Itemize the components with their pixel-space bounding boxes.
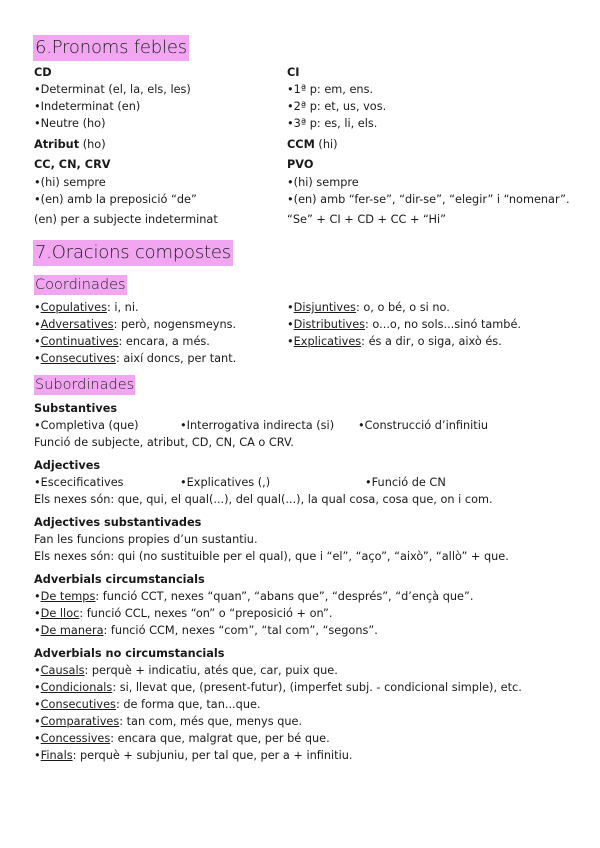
bullet: •: [34, 301, 41, 314]
advc-term: De temps: [40, 590, 96, 603]
coord-item: [34, 316, 236, 333]
cd-item: •Neutre (ho): [34, 117, 106, 130]
advnc-term: Condicionals: [40, 681, 113, 694]
advnc-rest: : perquè + subjuniu, per tal que, per a + infinitiu.: [72, 749, 353, 762]
coord-rest: : o...o, no sols...sinó també.: [365, 318, 522, 331]
advc-item: [34, 622, 378, 639]
substantives-title: Substantives: [34, 402, 118, 415]
coord-item: [34, 350, 236, 367]
bullet: •: [34, 335, 41, 348]
advc-rest: : funció CCM, nexes “com”, “tal com”, “segons”.: [103, 624, 378, 637]
substantives-col: •Completiva (que): [34, 419, 139, 432]
coord-term: Continuatives: [40, 335, 119, 348]
coord-item: [287, 316, 521, 333]
coord-term: Disjuntives: [293, 301, 356, 314]
coord-rest: : és a dir, o siga, això és.: [361, 335, 502, 348]
bullet: •: [34, 681, 41, 694]
coord-term: Copulatives: [40, 301, 107, 314]
advnc-rest: : si, llevat que, (present-futur), (imperfet subj. - condicional simple), etc.: [112, 681, 522, 694]
adjectives-col: •Escecificatives: [34, 476, 124, 489]
section-7-title: 7.Oracions compostes: [33, 240, 233, 266]
adjsub-title: Adjectives substantivades: [34, 516, 202, 529]
advc-rest: : funció CCL, nexes “on” o “preposició + on”.: [79, 607, 333, 620]
coord-item: [287, 299, 450, 316]
bullet: •: [34, 607, 41, 620]
coord-item: [34, 299, 139, 316]
advnc-item: [34, 662, 338, 679]
atribut-rest: (ho): [79, 138, 106, 151]
coord-item: [34, 333, 210, 350]
coord-rest: : o, o bé, o si no.: [355, 301, 450, 314]
atribut-label: Atribut: [34, 138, 80, 151]
section-6-title: 6.Pronoms febles: [33, 35, 189, 61]
advc-item: [34, 588, 473, 605]
ci-item: •3ª p: es, li, els.: [287, 117, 378, 130]
bullet: •: [287, 318, 294, 331]
advnc-item: [34, 730, 330, 747]
advc-title: Adverbials circumstancials: [34, 573, 205, 586]
advc-term: De manera: [40, 624, 104, 637]
adjectives-col: •Explicatives (,): [180, 476, 271, 489]
bullet: •: [34, 352, 41, 365]
subordinades-title: Subordinades: [35, 377, 135, 393]
coord-term: Adversatives: [40, 318, 114, 331]
bullet: •: [34, 318, 41, 331]
coord-rest: : però, nogensmeyns.: [113, 318, 237, 331]
ccm-line: [287, 136, 338, 153]
bullet: •: [287, 335, 294, 348]
ccm-rest: (hi): [314, 138, 338, 151]
cc-item: •(en) amb la preposició “de”: [34, 193, 197, 206]
atribut-line: [34, 136, 106, 153]
advnc-term: Consecutives: [40, 698, 116, 711]
bullet: •: [34, 732, 41, 745]
advnc-item: [34, 713, 302, 730]
substantives-line: Funció de subjecte, atribut, CD, CN, CA o CRV.: [34, 436, 294, 449]
coord-rest: : i, ni.: [106, 301, 139, 314]
advnc-term: Causals: [40, 664, 85, 677]
advnc-item: [34, 696, 261, 713]
bullet: •: [34, 590, 41, 603]
pvo-title: PVO: [287, 158, 314, 171]
pvo-item: “Se” + CI + CD + CC + “Hi”: [287, 213, 446, 226]
cd-title: CD: [34, 66, 52, 79]
advnc-rest: : tan com, més que, menys que.: [119, 715, 303, 728]
cc-item: (en) per a subjecte indeterminat: [34, 213, 218, 226]
pvo-item: •(en) amb “fer-se”, “dir-se”, “elegir” i “nomenar”.: [287, 193, 570, 206]
coord-term: Explicatives: [293, 335, 362, 348]
ci-title: CI: [287, 66, 300, 79]
substantives-col: •Interrogativa indirecta (si): [180, 419, 335, 432]
advnc-term: Comparatives: [40, 715, 120, 728]
cc-title: CC, CN, CRV: [34, 158, 111, 171]
coord-term: Distributives: [293, 318, 366, 331]
advnc-item: [34, 747, 353, 764]
adjectives-col: •Funció de CN: [365, 476, 446, 489]
advc-item: [34, 605, 333, 622]
advc-rest: : funció CCT, nexes “quan”, “abans que”, “després”, “d’ençà que”.: [95, 590, 474, 603]
advnc-title: Adverbials no circumstancials: [34, 647, 225, 660]
coord-item: [287, 333, 502, 350]
ci-item: •2ª p: et, us, vos.: [287, 100, 387, 113]
advc-term: De lloc: [40, 607, 80, 620]
substantives-col: •Construcció d’infinitiu: [358, 419, 489, 432]
advnc-rest: : encara que, malgrat que, per bé que.: [110, 732, 330, 745]
coordinades-title: Coordinades: [35, 277, 126, 293]
bullet: •: [34, 698, 41, 711]
advnc-term: Finals: [40, 749, 73, 762]
ci-item: •1ª p: em, ens.: [287, 83, 374, 96]
adjsub-line: Fan les funcions propies d’un sustantiu.: [34, 533, 258, 546]
bullet: •: [34, 664, 41, 677]
cd-item: •Indeterminat (en): [34, 100, 141, 113]
bullet: •: [34, 624, 41, 637]
advnc-term: Concessives: [40, 732, 111, 745]
cc-item: •(hi) sempre: [34, 176, 106, 189]
pvo-item: •(hi) sempre: [287, 176, 359, 189]
advnc-rest: : de forma que, tan...que.: [115, 698, 261, 711]
bullet: •: [34, 715, 41, 728]
advnc-item: [34, 679, 522, 696]
bullet: •: [34, 749, 41, 762]
bullet: •: [287, 301, 294, 314]
coord-term: Consecutives: [40, 352, 116, 365]
cd-item: •Determinat (el, la, els, les): [34, 83, 191, 96]
ccm-label: CCM: [287, 138, 315, 151]
adjectives-line: Els nexes són: que, qui, el qual(...), del qual(...), la qual cosa, cosa que, on i com.: [34, 493, 493, 506]
adjsub-line: Els nexes són: qui (no sustituible per el qual), que i “el”, “aço”, “això”, “allò” + que.: [34, 550, 509, 563]
advnc-rest: : perquè + indicatiu, atés que, car, puix que.: [84, 664, 338, 677]
coord-rest: : així doncs, per tant.: [115, 352, 237, 365]
coord-rest: : encara, a més.: [118, 335, 210, 348]
adjectives-title: Adjectives: [34, 459, 101, 472]
